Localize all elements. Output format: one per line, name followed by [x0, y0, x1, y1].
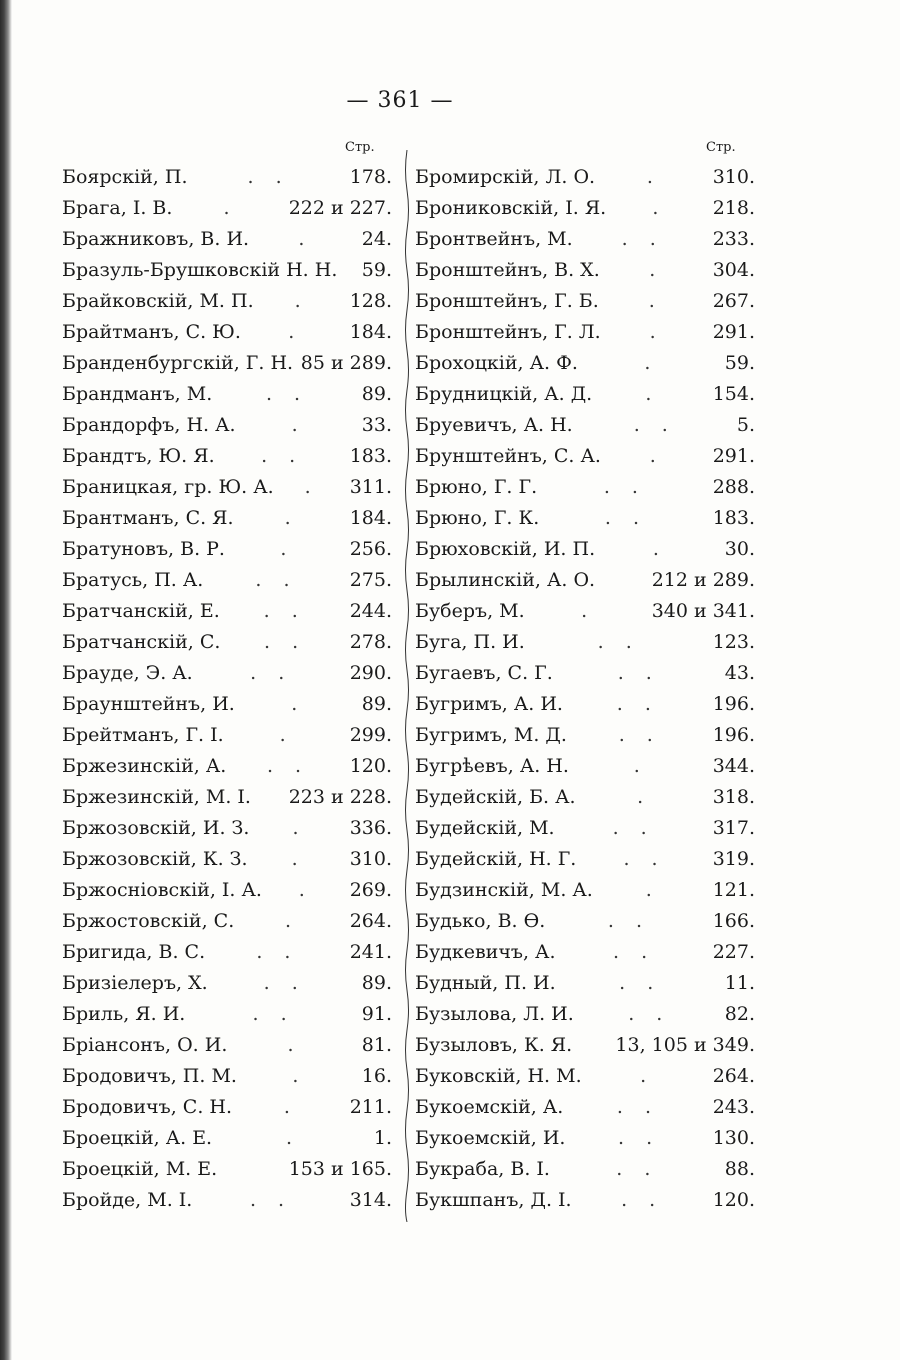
entry-name: Брандорфъ, Н. А. — [62, 414, 236, 436]
entry-leader-dots: . — [646, 166, 661, 188]
entry-page-ref: 128. — [349, 290, 392, 312]
entry-leader-dots: . — [279, 724, 294, 746]
entry-name: Бригида, В. С. — [62, 941, 206, 963]
entry-page-ref: 218. — [712, 197, 755, 219]
entry-leader-dots: . . — [247, 166, 290, 188]
entry-name: Братусь, П. А. — [62, 569, 204, 591]
index-entry — [62, 782, 392, 813]
index-entry — [415, 224, 755, 255]
entry-page-ref: 91. — [361, 1003, 392, 1025]
entry-page-ref: 222 и 227. — [288, 197, 392, 219]
entry-name: Броецкій, А. Е. — [62, 1127, 213, 1149]
index-column-left — [62, 162, 392, 1216]
index-entry — [415, 1061, 755, 1092]
index-entry — [415, 875, 755, 906]
entry-name: Бржезинскій, А. — [62, 755, 227, 777]
entry-page-ref: 344. — [712, 755, 755, 777]
entry-leader-dots: . — [644, 352, 659, 374]
entry-name: Брылинскій, А. О. — [415, 569, 596, 591]
entry-name: Браунштейнъ, И. — [62, 693, 235, 715]
entry-leader-dots: . . — [618, 1127, 661, 1149]
index-entry — [62, 596, 392, 627]
entry-page-ref: 340 и 341. — [651, 600, 755, 622]
entry-leader-dots: . . — [633, 414, 676, 436]
index-entry — [62, 503, 392, 534]
entry-leader-dots: . — [287, 1034, 302, 1056]
entry-name: Бражниковъ, В. И. — [62, 228, 250, 250]
entry-leader-dots: . — [648, 290, 663, 312]
entry-page-ref: 184. — [349, 321, 392, 343]
index-entry — [415, 317, 755, 348]
entry-name: Брюховскій, И. П. — [415, 538, 596, 560]
page-column-header-left: Стр. — [345, 140, 375, 155]
entry-leader-dots: . — [280, 538, 295, 560]
page-number: — 361 — — [346, 88, 454, 113]
entry-name: Брунштейнъ, С. А. — [415, 445, 601, 467]
index-entry — [415, 503, 755, 534]
entry-name: Буга, П. И. — [415, 631, 525, 653]
entry-leader-dots: . . — [616, 693, 659, 715]
entry-page-ref: 336. — [349, 817, 392, 839]
index-entry — [415, 193, 755, 224]
entry-leader-dots: . . — [623, 848, 666, 870]
entry-page-ref: 269. — [349, 879, 392, 901]
entry-name: Брохоцкій, А. Ф. — [415, 352, 578, 374]
entry-name: Будкевичъ, А. — [415, 941, 556, 963]
entry-name: Боярскій, П. — [62, 166, 188, 188]
index-entry — [415, 348, 755, 379]
entry-leader-dots: . . — [613, 941, 656, 963]
index-entry — [62, 689, 392, 720]
index-entry — [415, 627, 755, 658]
entry-page-ref: 212 и 289. — [651, 569, 755, 591]
entry-page-ref: 24. — [361, 228, 392, 250]
entry-page-ref: 33. — [361, 414, 392, 436]
index-entry — [415, 565, 755, 596]
entry-page-ref: 120. — [712, 1189, 755, 1211]
entry-leader-dots: . — [645, 879, 660, 901]
entry-page-ref: 123. — [712, 631, 755, 653]
entry-name: Будейскій, Н. Г. — [415, 848, 577, 870]
entry-leader-dots: . — [284, 910, 299, 932]
entry-page-ref: 317. — [712, 817, 755, 839]
index-entry — [62, 1185, 392, 1216]
entry-name: Бугрѣевъ, А. Н. — [415, 755, 569, 777]
entry-page-ref: 178. — [349, 166, 392, 188]
index-entry — [62, 720, 392, 751]
entry-page-ref: 227. — [712, 941, 755, 963]
entry-name: Будейскій, Б. А. — [415, 786, 576, 808]
entry-leader-dots: . — [294, 290, 309, 312]
entry-leader-dots: . — [292, 817, 307, 839]
index-entry — [415, 782, 755, 813]
entry-page-ref: 291. — [712, 445, 755, 467]
index-entry — [62, 162, 392, 193]
entry-name: Бржостовскій, С. — [62, 910, 235, 932]
entry-page-ref: 256. — [349, 538, 392, 560]
index-entry — [62, 999, 392, 1030]
entry-leader-dots: . — [649, 321, 664, 343]
index-entry — [415, 472, 755, 503]
entry-leader-dots: . — [291, 693, 306, 715]
entry-name: Бржозовскій, И. З. — [62, 817, 250, 839]
entry-page-ref: 1. — [373, 1127, 392, 1149]
entry-leader-dots: . . — [621, 1189, 664, 1211]
entry-name: Бржозовскій, К. З. — [62, 848, 248, 870]
entry-leader-dots: . — [649, 445, 664, 467]
entry-page-ref: 233. — [712, 228, 755, 250]
column-divider — [403, 150, 411, 1222]
index-entry — [62, 937, 392, 968]
entry-page-ref: 278. — [349, 631, 392, 653]
entry-page-ref: 130. — [712, 1127, 755, 1149]
entry-leader-dots: . — [284, 507, 299, 529]
index-entry — [62, 751, 392, 782]
entry-name: Братчанскій, С. — [62, 631, 221, 653]
entry-name: Бразуль-Брушковскій Н. Н. — [62, 259, 338, 281]
entry-page-ref: 59. — [361, 259, 392, 281]
entry-page-ref: 59. — [724, 352, 755, 374]
index-entry — [415, 813, 755, 844]
entry-leader-dots: . . — [619, 972, 662, 994]
entry-leader-dots: . . — [263, 972, 306, 994]
entry-page-ref: 154. — [712, 383, 755, 405]
entry-name: Братчанскій, Е. — [62, 600, 220, 622]
entry-leader-dots: . . — [261, 445, 304, 467]
entry-page-ref: 166. — [712, 910, 755, 932]
entry-leader-dots: . . — [597, 631, 640, 653]
entry-page-ref: 241. — [349, 941, 392, 963]
entry-leader-dots: . . — [603, 476, 646, 498]
entry-name: Бриль, Я. И. — [62, 1003, 186, 1025]
entry-name: Брауде, Э. А. — [62, 662, 193, 684]
index-entry — [415, 720, 755, 751]
entry-leader-dots: . . — [604, 507, 648, 529]
entry-leader-dots: . . — [255, 569, 298, 591]
entry-leader-dots: . . — [249, 1189, 293, 1211]
entry-leader-dots: . . — [612, 817, 655, 839]
index-entry — [415, 410, 755, 441]
entry-leader-dots: . . — [264, 631, 307, 653]
entry-page-ref: 89. — [361, 972, 392, 994]
entry-page-ref: 318. — [712, 786, 755, 808]
entry-leader-dots: . — [283, 1096, 298, 1118]
index-entry — [62, 875, 392, 906]
index-entry — [62, 565, 392, 596]
entry-page-ref: 314. — [349, 1189, 392, 1211]
index-entry — [62, 224, 392, 255]
entry-name: Бруевичъ, А. Н. — [415, 414, 573, 436]
entry-name: Буберъ, М. — [415, 600, 525, 622]
entry-leader-dots: . . — [265, 383, 309, 405]
entry-name: Братуновъ, В. Р. — [62, 538, 225, 560]
entry-name: Будейскій, М. — [415, 817, 555, 839]
entry-name: Букоемскій, А. — [415, 1096, 564, 1118]
entry-name: Бугримъ, М. Д. — [415, 724, 567, 746]
entry-page-ref: 310. — [349, 848, 392, 870]
entry-page-ref: 243. — [712, 1096, 755, 1118]
entry-name: Бугримъ, А. И. — [415, 693, 563, 715]
entry-page-ref: 290. — [349, 662, 392, 684]
entry-name: Бродовичъ, С. Н. — [62, 1096, 233, 1118]
entry-name: Брантманъ, С. Я. — [62, 507, 234, 529]
index-entry — [415, 162, 755, 193]
entry-page-ref: 11. — [724, 972, 755, 994]
entry-name: Букшпанъ, Д. І. — [415, 1189, 572, 1211]
entry-page-ref: 13, 105 и 349. — [615, 1034, 755, 1056]
entry-page-ref: 85 и 289. — [300, 352, 392, 374]
index-entry — [415, 1154, 755, 1185]
entry-page-ref: 223 и 228. — [288, 786, 392, 808]
entry-leader-dots: . — [652, 538, 667, 560]
index-entry — [415, 937, 755, 968]
entry-page-ref: 288. — [712, 476, 755, 498]
index-entry — [415, 968, 755, 999]
entry-name: Бріансонъ, О. И. — [62, 1034, 228, 1056]
entry-page-ref: 196. — [712, 693, 755, 715]
entry-name: Брейтманъ, Г. І. — [62, 724, 224, 746]
entry-page-ref: 89. — [361, 383, 392, 405]
entry-leader-dots: . — [291, 414, 306, 436]
entry-page-ref: 244. — [349, 600, 392, 622]
index-entry — [415, 844, 755, 875]
entry-name: Бузылова, Л. И. — [415, 1003, 574, 1025]
entry-page-ref: 291. — [712, 321, 755, 343]
entry-leader-dots: . . — [628, 1003, 671, 1025]
entry-page-ref: 88. — [724, 1158, 755, 1180]
entry-name: Бронштейнъ, Г. Л. — [415, 321, 601, 343]
entry-page-ref: 5. — [736, 414, 755, 436]
entry-leader-dots: . — [298, 228, 313, 250]
entry-name: Бузыловъ, К. Я. — [415, 1034, 573, 1056]
entry-page-ref: 264. — [712, 1065, 755, 1087]
entry-name: Брюно, Г. Г. — [415, 476, 538, 498]
entry-name: Бродовичъ, П. М. — [62, 1065, 237, 1087]
entry-leader-dots: . . — [617, 662, 660, 684]
entry-page-ref: 310. — [712, 166, 755, 188]
index-entry — [415, 255, 755, 286]
entry-leader-dots: . . — [616, 1158, 659, 1180]
index-entry — [62, 1154, 392, 1185]
index-entry — [62, 1030, 392, 1061]
page-column-header-right: Стр. — [706, 140, 736, 155]
index-entry — [415, 379, 755, 410]
entry-leader-dots: . . — [616, 1096, 660, 1118]
index-entry — [415, 689, 755, 720]
index-entry — [415, 658, 755, 689]
index-entry — [415, 1030, 755, 1061]
entry-leader-dots: . — [633, 755, 648, 777]
index-entry — [62, 627, 392, 658]
entry-page-ref: 30. — [724, 538, 755, 560]
entry-page-ref: 184. — [349, 507, 392, 529]
entry-leader-dots: . . — [266, 755, 310, 777]
entry-name: Броецкій, М. Е. — [62, 1158, 218, 1180]
entry-leader-dots: . . — [263, 600, 306, 622]
entry-name: Брайковскій, М. П. — [62, 290, 254, 312]
index-entry — [415, 534, 755, 565]
entry-page-ref: 319. — [712, 848, 755, 870]
index-entry — [62, 1061, 392, 1092]
entry-page-ref: 267. — [712, 290, 755, 312]
entry-name: Бризіелеръ, Х. — [62, 972, 208, 994]
index-entry — [415, 1092, 755, 1123]
entry-page-ref: 299. — [349, 724, 392, 746]
entry-page-ref: 264. — [349, 910, 392, 932]
index-entry — [415, 1123, 755, 1154]
entry-leader-dots: . — [223, 197, 238, 219]
entry-name: Брониковскій, І. Я. — [415, 197, 607, 219]
entry-name: Брайтманъ, С. Ю. — [62, 321, 241, 343]
entry-leader-dots: . — [298, 879, 313, 901]
entry-name: Брудницкій, А. Д. — [415, 383, 593, 405]
entry-page-ref: 196. — [712, 724, 755, 746]
index-entry — [62, 813, 392, 844]
index-entry — [415, 596, 755, 627]
index-entry — [62, 255, 392, 286]
entry-name: Браницкая, гр. Ю. А. — [62, 476, 274, 498]
index-entry — [62, 286, 392, 317]
entry-page-ref: 275. — [349, 569, 392, 591]
entry-page-ref: 304. — [712, 259, 755, 281]
index-entry — [62, 348, 392, 379]
entry-leader-dots: . — [288, 321, 303, 343]
index-entry — [62, 410, 392, 441]
entry-page-ref: 311. — [349, 476, 392, 498]
entry-name: Буковскій, Н. М. — [415, 1065, 582, 1087]
entry-leader-dots: . — [652, 197, 667, 219]
entry-name: Бромирскій, Л. О. — [415, 166, 596, 188]
entry-name: Бройде, М. І. — [62, 1189, 193, 1211]
index-entry — [62, 1123, 392, 1154]
entry-name: Бржезинскій, М. І. — [62, 786, 251, 808]
entry-leader-dots: . — [285, 1127, 300, 1149]
index-entry — [415, 441, 755, 472]
entry-name: Бранденбургскій, Г. Н. — [62, 352, 294, 374]
index-entry — [62, 379, 392, 410]
index-entry — [62, 1092, 392, 1123]
entry-name: Брандманъ, М. — [62, 383, 213, 405]
index-entry — [62, 906, 392, 937]
entry-leader-dots: . . — [250, 662, 293, 684]
index-entry — [62, 193, 392, 224]
entry-leader-dots: . — [291, 848, 306, 870]
index-column-right — [415, 162, 755, 1216]
index-entry — [415, 999, 755, 1030]
entry-name: Брандтъ, Ю. Я. — [62, 445, 215, 467]
entry-name: Брага, І. В. — [62, 197, 173, 219]
entry-name: Будный, П. И. — [415, 972, 556, 994]
index-entry — [62, 441, 392, 472]
index-entry — [62, 844, 392, 875]
entry-leader-dots: . — [292, 1065, 307, 1087]
entry-name: Брюно, Г. К. — [415, 507, 540, 529]
entry-leader-dots: . . — [252, 1003, 295, 1025]
index-entry — [62, 472, 392, 503]
entry-name: Бронштейнъ, Г. Б. — [415, 290, 599, 312]
entry-leader-dots: . — [645, 383, 660, 405]
index-entry — [415, 751, 755, 782]
entry-leader-dots: . — [649, 259, 664, 281]
entry-leader-dots: . . — [618, 724, 661, 746]
index-entry — [62, 534, 392, 565]
entry-leader-dots: . — [637, 786, 652, 808]
entry-name: Букраба, В. І. — [415, 1158, 550, 1180]
entry-leader-dots: . . — [621, 228, 664, 250]
entry-name: Бронштейнъ, В. Х. — [415, 259, 600, 281]
entry-page-ref: 120. — [349, 755, 392, 777]
entry-page-ref: 82. — [724, 1003, 755, 1025]
entry-page-ref: 89. — [361, 693, 392, 715]
entry-name: Будько, В. Ѳ. — [415, 910, 546, 932]
index-entry — [62, 658, 392, 689]
entry-leader-dots: . — [640, 1065, 655, 1087]
entry-leader-dots: . . — [256, 941, 299, 963]
entry-page-ref: 43. — [724, 662, 755, 684]
entry-page-ref: 211. — [349, 1096, 392, 1118]
binding-edge — [0, 0, 12, 1360]
entry-name: Будзинскій, М. А. — [415, 879, 593, 901]
entry-name: Бугаевъ, С. Г. — [415, 662, 553, 684]
entry-page-ref: 153 и 165. — [288, 1158, 392, 1180]
entry-name: Букоемскій, И. — [415, 1127, 566, 1149]
entry-leader-dots: . — [581, 600, 596, 622]
entry-page-ref: 16. — [361, 1065, 392, 1087]
entry-leader-dots: . — [304, 476, 319, 498]
entry-page-ref: 81. — [361, 1034, 392, 1056]
index-entry — [415, 906, 755, 937]
index-entry — [415, 286, 755, 317]
index-entry — [62, 317, 392, 348]
entry-leader-dots: . . — [607, 910, 651, 932]
entry-page-ref: 183. — [712, 507, 755, 529]
entry-page-ref: 121. — [712, 879, 755, 901]
entry-page-ref: 183. — [349, 445, 392, 467]
index-entry — [415, 1185, 755, 1216]
entry-name: Бронтвейнъ, М. — [415, 228, 573, 250]
index-entry — [62, 968, 392, 999]
entry-name: Бржосніовскій, І. А. — [62, 879, 262, 901]
